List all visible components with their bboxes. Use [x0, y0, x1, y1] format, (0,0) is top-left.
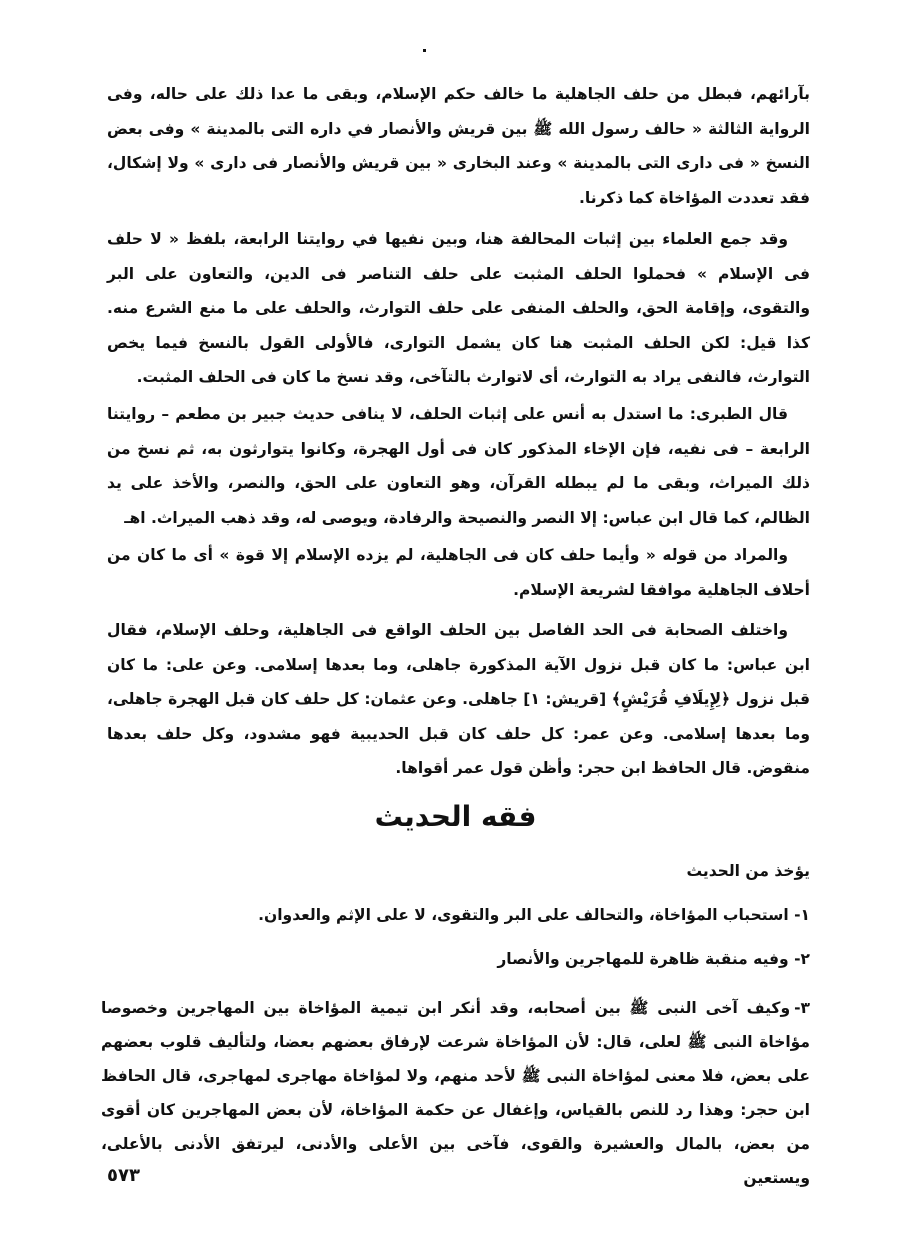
- list-number: ١-: [794, 906, 810, 924]
- paragraph-2: [107, 222, 810, 395]
- top-mark: [423, 49, 426, 52]
- list-item-3: [101, 991, 810, 1195]
- list-item-2: [101, 950, 810, 968]
- paragraph-text: والمراد من قوله « وأيما حلف كان فى الجاهلية، لم يزده الإسلام إلا قوة » أى ما كان من أحلاف الجاهلية موافقا لشريعة الإسلام.: [107, 546, 810, 599]
- section-title: فقه الحديث: [374, 800, 537, 833]
- list-text: وفيه منقبة ظاهرة للمهاجرين والأنصار: [497, 950, 789, 968]
- paragraph-1: [107, 77, 810, 215]
- list-text: استحباب المؤاخاة، والتحالف على البر والتقوى، لا على الإثم والعدوان.: [258, 906, 789, 924]
- list-text: وكيف آخى النبى ﷺ بين أصحابه، وقد أنكر ابن تيمية المؤاخاة بين المهاجرين وخصوصا مؤاخاة النبى ﷺ لعلى، قال: لأن المؤاخاة شرعت لإرفاق بعضهم بعضا، ولتأليف قلوب بعضهم على بعض، فلا معنى لمؤاخاة النبى ﷺ لأحد منهم، ولا لمؤاخاة مهاجرى لمهاجرى، قال الحافظ ابن حجر: وهذا رد للنص بالقياس، وإغفال عن حكمة المؤاخاة، لأن بعض المهاجرين كان أقوى من بعض، بالمال والعشيرة والقوى، فآخى بين الأعلى والأدنى، ليرتفق الأدنى بالأعلى، ويستعين: [101, 999, 810, 1187]
- sub-heading: يؤخذ من الحديث: [686, 862, 810, 880]
- list-number: ٢-: [794, 950, 810, 968]
- paragraph-4: [107, 538, 810, 607]
- list-number: ٣-: [794, 999, 810, 1017]
- paragraph-text: وقد جمع العلماء بين إثبات المحالفة هنا، وبين نفيها في روايتنا الرابعة، بلفظ « لا حلف فى الإسلام » فحملوا الحلف المثبت على حلف التناصر فى الدين، والتعاون على البر والتقوى، وإقامة الحق، والحلف المنفى على حلف التوارث، والحلف على ما منع الشرع منه. كذا قيل: لكن الحلف المثبت هنا كان يشمل التوارى، فالأولى القول بالنسخ فيما يخص التوارث، فالنفى يراد به التوارث، أى لاتوارث بالتآخى، وقد نسخ ما كان فى الحلف المثبت.: [107, 230, 810, 386]
- list-item-1: [101, 906, 810, 924]
- page-number: ٥٧٣: [107, 1165, 140, 1186]
- paragraph-text: واختلف الصحابة فى الحد الفاصل بين الحلف الواقع فى الجاهلية، وحلف الإسلام، فقال ابن عباس: ما كان قبل نزول الآية المذكورة جاهلى، وما بعدها إسلامى. وعن على: ما كان قبل نزول ﴿لِإِيلَافِ قُرَيْشٍ﴾ [قريش: ١] جاهلى. وعن عثمان: كل حلف كان قبل الهجرة جاهلى، وما بعدها إسلامى. وعن عمر: كل حلف كان قبل الحديبية فهو مشدود، وكل حلف بعدها منقوض. قال الحافظ ابن حجر: وأظن قول عمر أقواها.: [107, 621, 811, 777]
- paragraph-5: [107, 613, 810, 786]
- paragraph-text: قال الطبرى: ما استدل به أنس على إثبات الحلف، لا ينافى حديث جبير بن مطعم – روايتنا الرابعة – فى نفيه، فإن الإخاء المذكور كان فى أول الهجرة، وكانوا يتوارثون به، ثم نسخ من ذلك الميراث، وبقى ما لم يبطله القرآن، وهو التعاون على الحق، والنصر، والأخذ على يد الظالم، كما قال ابن عباس: إلا النصر والنصيحة والرفادة، ويوصى له، وقد ذهب الميراث. اهـ: [107, 405, 810, 527]
- paragraph-3: [107, 397, 810, 535]
- paragraph-text: بآرائهم، فبطل من حلف الجاهلية ما خالف حكم الإسلام، وبقى ما عدا ذلك على حاله، وفى الرواية الثالثة « حالف رسول الله ﷺ بين قريش والأنصار في داره التى بالمدينة » وفى بعض النسخ « فى دارى التى بالمدينة » وعند البخارى « بين قريش والأنصار فى دارى » ولا إشكال، فقد تعددت المؤاخاة كما ذكرنا.: [107, 85, 810, 207]
